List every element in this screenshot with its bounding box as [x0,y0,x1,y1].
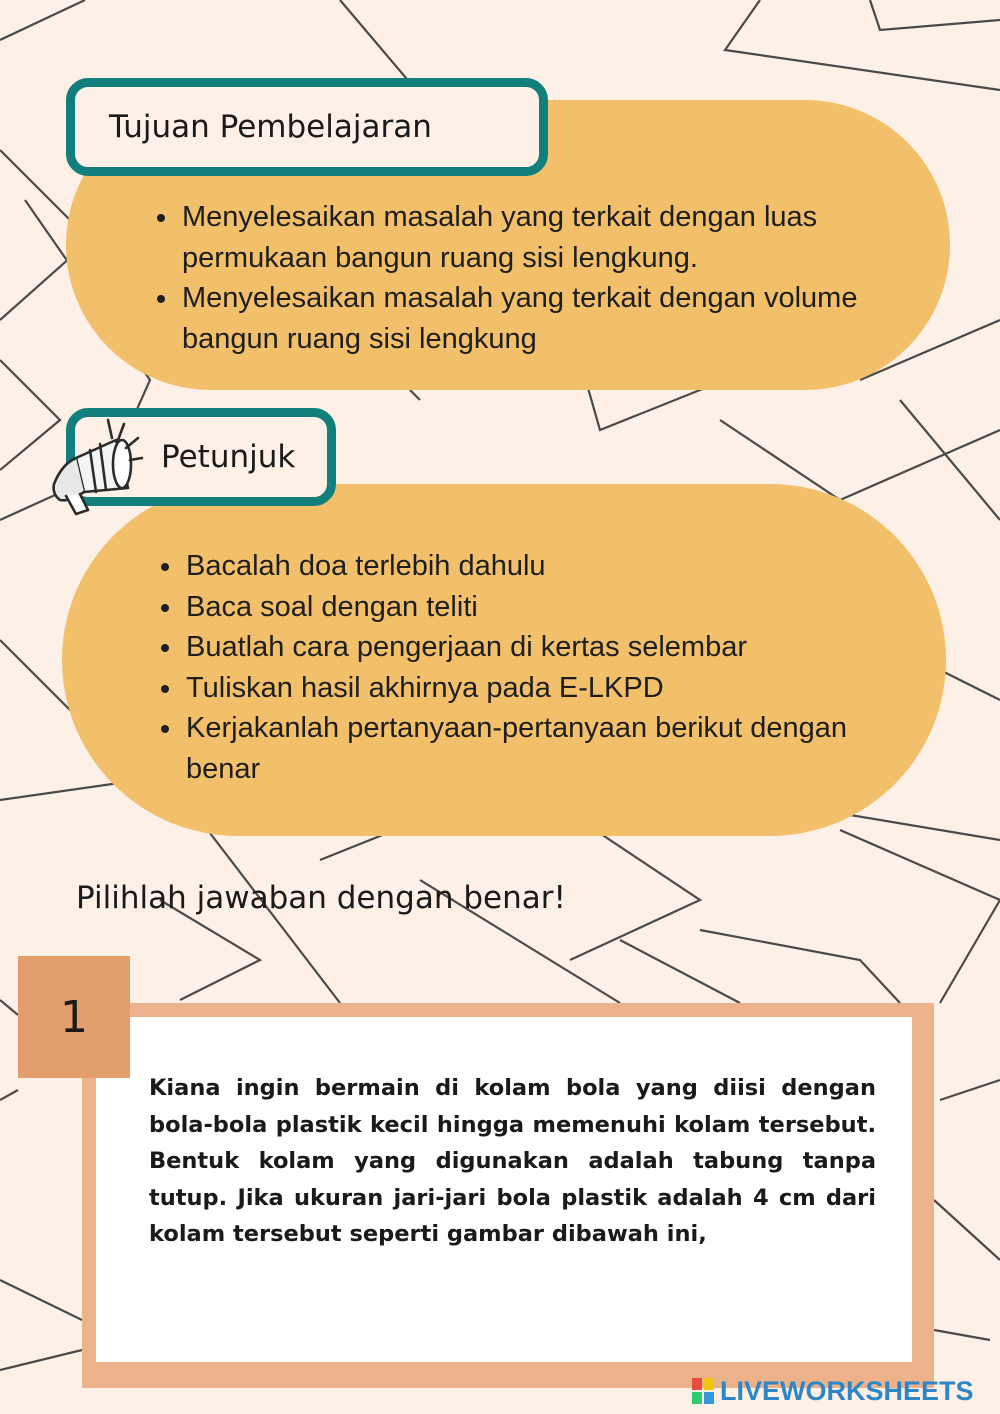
list-item: • Buatlah cara pengerjaan di kertas selembar [184,627,904,668]
question-number-badge [18,956,130,1078]
list-item: • Tuliskan hasil akhirnya pada E-LKPD [184,668,904,709]
list-item: • Kerjakanlah pertanyaan-pertanyaan berikut dengan benar [184,708,904,789]
megaphone-icon [46,410,156,530]
brand-logo [692,1374,974,1408]
instructions-heading-text: Petunjuk [161,439,296,475]
question-number: 1 [60,991,88,1043]
learning-goals-heading [66,78,548,176]
list-item: • Menyelesaikan masalah yang terkait dengan luas permukaan bangun ruang sisi lengkung. [180,197,900,278]
list-item: • Baca soal dengan teliti [184,587,904,628]
instructions-list [150,546,904,789]
question-text: Kiana ingin bermain di kolam bola yang diisi dengan bola-bola plastik kecil hingga memenuhi kolam tersebut. Bentuk kolam yang digunakan adalah tabung tanpa tutup. Jika ukuran jari-jari bola plastik adalah 4 cm dari kolam tersebut seperti gambar dibawah ini, [149,1075,876,1247]
learning-goals-heading-text: Tujuan Pembelajaran [109,109,432,145]
list-item: • Menyelesaikan masalah yang terkait dengan volume bangun ruang sisi lengkung [180,278,900,359]
learning-goals-list [146,197,900,359]
task-instruction: Pilihlah jawaban dengan benar! [76,880,566,916]
brand-name: LIVEWORKSHEETS [720,1375,974,1406]
liveworksheets-logo-icon [692,1378,714,1404]
list-item: • Bacalah doa terlebih dahulu [184,546,904,587]
